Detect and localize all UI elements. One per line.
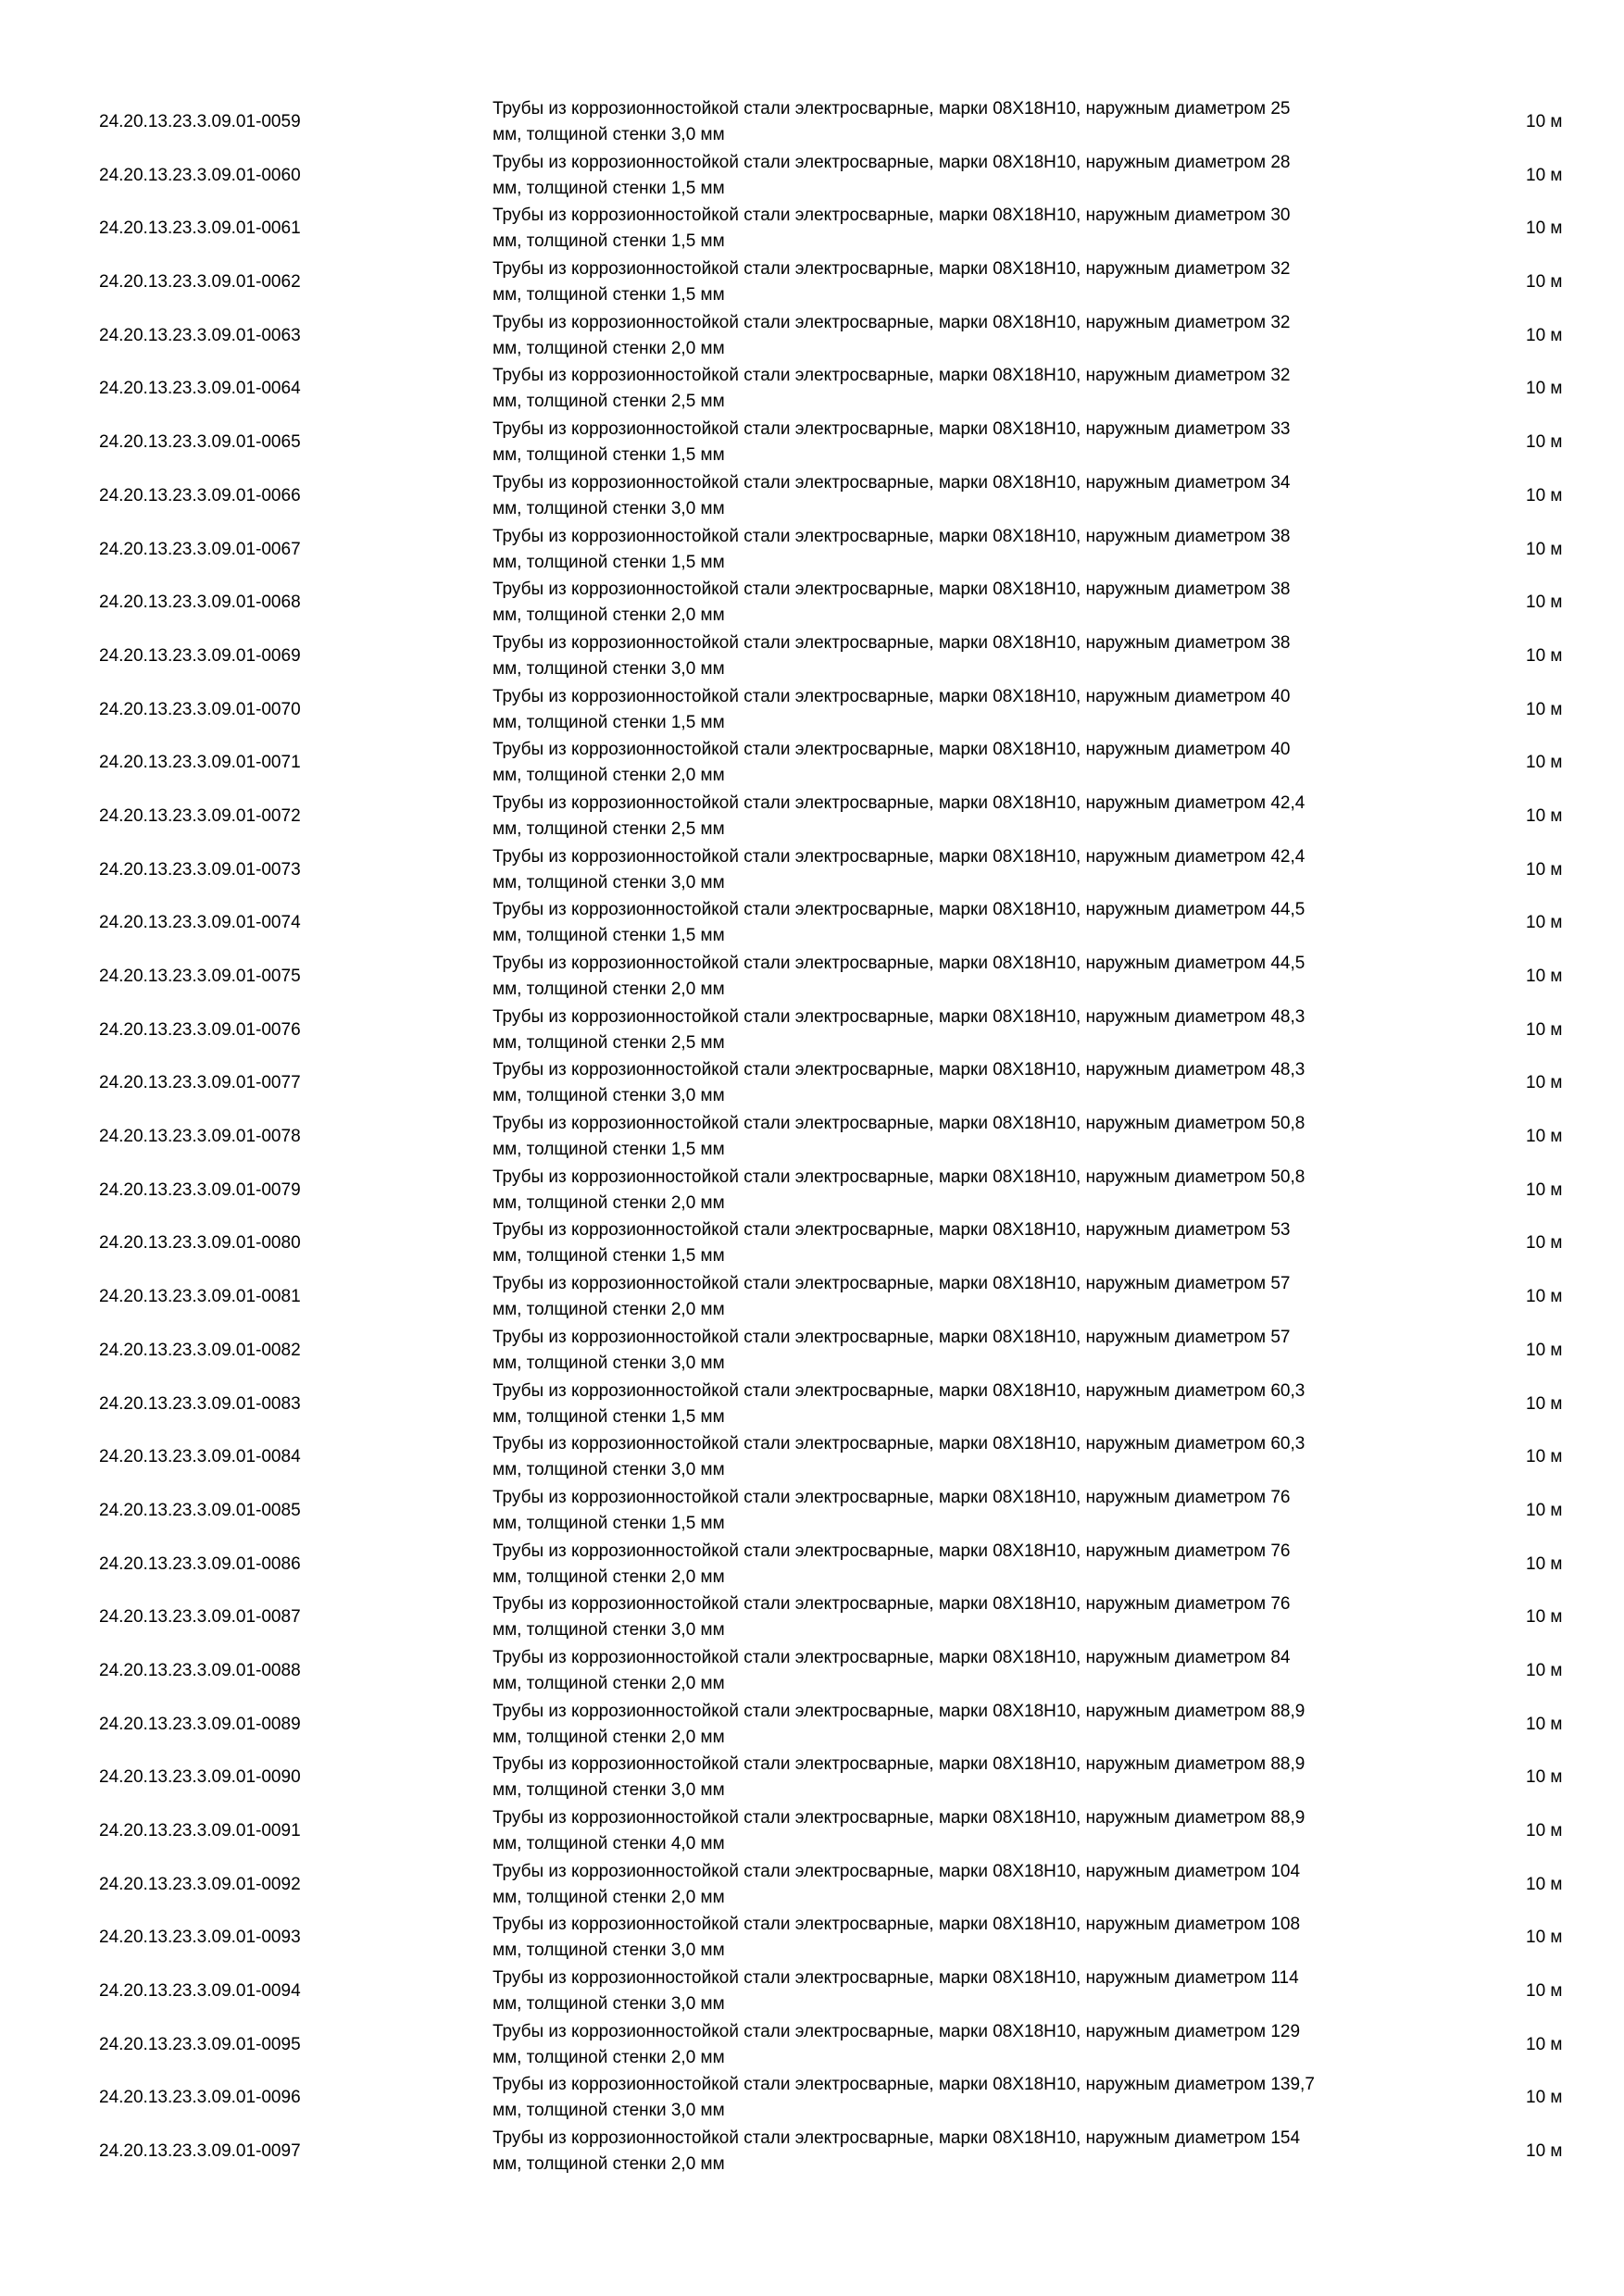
table-row xyxy=(0,1965,1624,2019)
resource-name-line-1: Трубы из коррозионностойкой стали электросварные, марки 08Х18Н10, наружным диаметром 38 xyxy=(493,580,1291,600)
resource-name-line-1: Трубы из коррозионностойкой стали электросварные, марки 08Х18Н10, наружным диаметром 139,7 xyxy=(493,2075,1315,2095)
unit-of-measure: 10 м xyxy=(1526,2141,1563,2162)
resource-code: 24.20.13.23.3.09.01-0087 xyxy=(99,1607,301,1628)
resource-code: 24.20.13.23.3.09.01-0067 xyxy=(99,539,301,559)
resource-code: 24.20.13.23.3.09.01-0095 xyxy=(99,2034,301,2054)
resource-code: 24.20.13.23.3.09.01-0071 xyxy=(99,753,301,773)
resource-name-line-1: Трубы из коррозионностойкой стали электросварные, марки 08Х18Н10, наружным диаметром 88,9 xyxy=(493,1701,1305,1721)
resource-name xyxy=(493,897,1465,949)
resource-name-line-2: мм, толщиной стенки 2,0 мм xyxy=(493,1300,725,1320)
resource-name-line-1: Трубы из коррозионностойкой стали электросварные, марки 08Х18Н10, наружным диаметром 42,4 xyxy=(493,846,1305,867)
table-row xyxy=(0,470,1624,524)
resource-name xyxy=(493,96,1465,148)
resource-code: 24.20.13.23.3.09.01-0083 xyxy=(99,1393,301,1414)
resource-name-line-1: Трубы из коррозионностойкой стали электросварные, марки 08Х18Н10, наружным диаметром 50,8 xyxy=(493,1167,1305,1187)
resource-name xyxy=(493,2019,1465,2071)
table-row xyxy=(0,1431,1624,1485)
unit-of-measure: 10 м xyxy=(1526,1019,1563,1040)
resource-name-line-1: Трубы из коррозионностойкой стали электросварные, марки 08Х18Н10, наружным диаметром 84 xyxy=(493,1647,1291,1667)
table-row xyxy=(0,1912,1624,1965)
resource-code: 24.20.13.23.3.09.01-0081 xyxy=(99,1287,301,1307)
resource-name xyxy=(493,1325,1465,1377)
resource-code: 24.20.13.23.3.09.01-0060 xyxy=(99,165,301,185)
resource-name-line-2: мм, толщиной стенки 1,5 мм xyxy=(493,1513,725,1533)
resource-name-line-2: мм, толщиной стенки 2,0 мм xyxy=(493,980,725,999)
table-row xyxy=(0,844,1624,898)
resource-name-line-1: Трубы из коррозионностойкой стали электросварные, марки 08Х18Н10, наружным диаметром 42,4 xyxy=(493,792,1305,813)
unit-of-measure: 10 м xyxy=(1526,1127,1563,1147)
resource-name-line-2: мм, толщиной стенки 3,0 мм xyxy=(493,872,725,892)
resource-code: 24.20.13.23.3.09.01-0082 xyxy=(99,1340,301,1360)
resource-name-line-1: Трубы из коррозионностойкой стали электросварные, марки 08Х18Н10, наружным диаметром 104 xyxy=(493,1861,1301,1881)
unit-of-measure: 10 м xyxy=(1526,1660,1563,1680)
resource-name xyxy=(493,1699,1465,1751)
resource-name xyxy=(493,1965,1465,2017)
resource-name xyxy=(493,684,1465,736)
unit-of-measure: 10 м xyxy=(1526,1340,1563,1360)
resource-name-line-2: мм, толщиной стенки 2,0 мм xyxy=(493,605,725,626)
resource-name-line-2: мм, толщиной стенки 1,5 мм xyxy=(493,285,725,306)
unit-of-measure: 10 м xyxy=(1526,805,1563,826)
resource-name-line-2: мм, толщиной стенки 4,0 мм xyxy=(493,1834,725,1853)
unit-of-measure: 10 м xyxy=(1526,325,1563,345)
unit-of-measure: 10 м xyxy=(1526,485,1563,505)
resource-name xyxy=(493,1111,1465,1163)
resource-code: 24.20.13.23.3.09.01-0094 xyxy=(99,1981,301,2002)
table-row xyxy=(0,96,1624,150)
resource-name-line-1: Трубы из коррозионностойкой стали электросварные, марки 08Х18Н10, наружным диаметром 108 xyxy=(493,1915,1301,1935)
resource-name-line-1: Трубы из коррозионностойкой стали электросварные, марки 08Х18Н10, наружным диаметром 60,3 xyxy=(493,1380,1305,1401)
resource-code: 24.20.13.23.3.09.01-0065 xyxy=(99,432,301,453)
unit-of-measure: 10 м xyxy=(1526,1073,1563,1093)
resource-code: 24.20.13.23.3.09.01-0077 xyxy=(99,1073,301,1093)
unit-of-measure: 10 м xyxy=(1526,272,1563,293)
resource-name-line-1: Трубы из коррозионностойкой стали электросварные, марки 08Х18Н10, наружным диаметром 34 xyxy=(493,472,1291,493)
table-row xyxy=(0,951,1624,1004)
resource-name xyxy=(493,1379,1465,1430)
unit-of-measure: 10 м xyxy=(1526,1393,1563,1414)
resource-name-line-2: мм, толщиной стенки 1,5 мм xyxy=(493,712,725,732)
resource-code: 24.20.13.23.3.09.01-0088 xyxy=(99,1660,301,1680)
resource-name-line-1: Трубы из коррозионностойкой стали электросварные, марки 08Х18Н10, наружным диаметром 76 xyxy=(493,1594,1291,1615)
unit-of-measure: 10 м xyxy=(1526,218,1563,239)
resource-name-line-1: Трубы из коррозионностойкой стали электросварные, марки 08Х18Н10, наружным диаметром 53 xyxy=(493,1220,1291,1241)
resource-name-line-1: Трубы из коррозионностойкой стали электросварные, марки 08Х18Н10, наружным диаметром 154 xyxy=(493,2128,1301,2149)
table-row xyxy=(0,577,1624,630)
unit-of-measure: 10 м xyxy=(1526,1607,1563,1628)
resource-code: 24.20.13.23.3.09.01-0096 xyxy=(99,2088,301,2108)
resource-name-line-2: мм, толщиной стенки 3,0 мм xyxy=(493,2101,725,2121)
resource-name-line-1: Трубы из коррозионностойкой стали электросварные, марки 08Х18Н10, наружным диаметром 38 xyxy=(493,632,1291,653)
resource-name xyxy=(493,470,1465,522)
resource-name-line-1: Трубы из коррозионностойкой стали электросварные, марки 08Х18Н10, наружным диаметром 50,8 xyxy=(493,1114,1305,1134)
resource-code: 24.20.13.23.3.09.01-0062 xyxy=(99,272,301,293)
resource-name-line-1: Трубы из коррозионностойкой стали электросварные, марки 08Х18Н10, наружным диаметром 60,3 xyxy=(493,1434,1305,1454)
resource-code: 24.20.13.23.3.09.01-0064 xyxy=(99,379,301,399)
resource-name-line-2: мм, толщиной стенки 1,5 мм xyxy=(493,1406,725,1427)
resource-name-line-2: мм, толщиной стенки 2,0 мм xyxy=(493,338,725,358)
table-row xyxy=(0,1165,1624,1218)
resource-code: 24.20.13.23.3.09.01-0070 xyxy=(99,699,301,719)
resource-name xyxy=(493,1217,1465,1269)
resource-name-line-1: Трубы из коррозионностойкой стали электросварные, марки 08Х18Н10, наружным диаметром 30 xyxy=(493,206,1291,226)
resource-code: 24.20.13.23.3.09.01-0086 xyxy=(99,1554,301,1574)
resource-name-line-2: мм, толщиной стенки 3,0 мм xyxy=(493,125,725,144)
resource-name-line-1: Трубы из коррозионностойкой стали электросварные, марки 08Х18Н10, наружным диаметром 32 xyxy=(493,312,1291,332)
resource-name xyxy=(493,1431,1465,1483)
resource-code: 24.20.13.23.3.09.01-0075 xyxy=(99,967,301,986)
unit-of-measure: 10 м xyxy=(1526,379,1563,399)
resource-code: 24.20.13.23.3.09.01-0073 xyxy=(99,859,301,880)
resource-name-line-1: Трубы из коррозионностойкой стали электросварные, марки 08Х18Н10, наружным диаметром 76 xyxy=(493,1541,1291,1561)
resource-name-line-1: Трубы из коррозионностойкой стали электросварные, марки 08Х18Н10, наружным диаметром 129 xyxy=(493,2021,1301,2041)
unit-of-measure: 10 м xyxy=(1526,1554,1563,1574)
resource-name xyxy=(493,1591,1465,1643)
resource-name xyxy=(493,1271,1465,1323)
resource-name-line-1: Трубы из коррозионностойкой стали электросварные, марки 08Х18Н10, наружным диаметром 25 xyxy=(493,99,1291,119)
resource-name xyxy=(493,2126,1465,2177)
table-row xyxy=(0,791,1624,844)
resource-name xyxy=(493,1912,1465,1964)
resource-name-line-2: мм, толщиной стенки 3,0 мм xyxy=(493,1780,725,1801)
resource-name-line-2: мм, толщиной стенки 2,0 мм xyxy=(493,2154,725,2175)
resource-code: 24.20.13.23.3.09.01-0078 xyxy=(99,1127,301,1147)
table-row xyxy=(0,897,1624,951)
unit-of-measure: 10 м xyxy=(1526,967,1563,986)
resource-name-line-1: Трубы из коррозионностойкой стали электросварные, марки 08Х18Н10, наружным диаметром 28 xyxy=(493,152,1291,172)
resource-name-line-2: мм, толщиной стенки 2,5 мм xyxy=(493,1032,725,1053)
table-row xyxy=(0,630,1624,684)
resource-name-line-2: мм, толщиной стенки 1,5 мм xyxy=(493,1246,725,1267)
resource-name xyxy=(493,577,1465,629)
resource-name-line-2: мм, толщиной стенки 1,5 мм xyxy=(493,178,725,198)
resource-name-line-1: Трубы из коррозионностойкой стали электросварные, марки 08Х18Н10, наружным диаметром 76 xyxy=(493,1487,1291,1507)
resource-code: 24.20.13.23.3.09.01-0080 xyxy=(99,1233,301,1254)
resource-name-line-1: Трубы из коррозионностойкой стали электросварные, марки 08Х18Н10, наружным диаметром 88,9 xyxy=(493,1808,1305,1828)
unit-of-measure: 10 м xyxy=(1526,645,1563,666)
resource-name xyxy=(493,310,1465,362)
table-row xyxy=(0,1325,1624,1379)
resource-code: 24.20.13.23.3.09.01-0069 xyxy=(99,645,301,666)
resource-name xyxy=(493,1004,1465,1056)
unit-of-measure: 10 м xyxy=(1526,2034,1563,2054)
unit-of-measure: 10 м xyxy=(1526,539,1563,559)
table-row xyxy=(0,1004,1624,1058)
resource-code: 24.20.13.23.3.09.01-0061 xyxy=(99,218,301,239)
resource-name-line-2: мм, толщиной стенки 3,0 мм xyxy=(493,1460,725,1480)
resource-name-line-2: мм, толщиной стенки 3,0 мм xyxy=(493,1994,725,2015)
resource-name-line-1: Трубы из коррозионностойкой стали электросварные, марки 08Х18Н10, наружным диаметром 57 xyxy=(493,1274,1291,1294)
unit-of-measure: 10 м xyxy=(1526,753,1563,773)
table-row xyxy=(0,256,1624,310)
table-row xyxy=(0,203,1624,256)
resource-name xyxy=(493,524,1465,576)
resource-name-line-2: мм, толщиной стенки 3,0 мм xyxy=(493,1940,725,1961)
unit-of-measure: 10 м xyxy=(1526,2088,1563,2108)
resource-name xyxy=(493,256,1465,308)
unit-of-measure: 10 м xyxy=(1526,913,1563,933)
resource-name xyxy=(493,2072,1465,2124)
resource-name xyxy=(493,1752,1465,1803)
unit-of-measure: 10 м xyxy=(1526,432,1563,453)
resource-name-line-1: Трубы из коррозионностойкой стали электросварные, марки 08Х18Н10, наружным диаметром 48,3 xyxy=(493,1060,1305,1080)
table-row xyxy=(0,1379,1624,1432)
resource-name xyxy=(493,363,1465,415)
resource-name xyxy=(493,1805,1465,1857)
resource-name xyxy=(493,951,1465,1003)
resource-name xyxy=(493,417,1465,468)
unit-of-measure: 10 м xyxy=(1526,1714,1563,1734)
resource-code: 24.20.13.23.3.09.01-0074 xyxy=(99,913,301,933)
unit-of-measure: 10 м xyxy=(1526,699,1563,719)
resource-name-line-2: мм, толщиной стенки 1,5 мм xyxy=(493,231,725,252)
resource-name-line-2: мм, толщиной стенки 2,0 мм xyxy=(493,1192,725,1213)
resource-name-line-2: мм, толщиной стенки 2,0 мм xyxy=(493,766,725,786)
resource-name-line-2: мм, толщиной стенки 2,0 мм xyxy=(493,1673,725,1693)
unit-of-measure: 10 м xyxy=(1526,1874,1563,1894)
resource-name-line-1: Трубы из коррозионностойкой стали электросварные, марки 08Х18Н10, наружным диаметром 32 xyxy=(493,259,1291,280)
table-row xyxy=(0,417,1624,470)
resource-name-line-2: мм, толщиной стенки 2,0 мм xyxy=(493,2047,725,2067)
resource-name-line-2: мм, толщиной стенки 2,5 мм xyxy=(493,392,725,412)
resource-name-line-1: Трубы из коррозионностойкой стали электросварные, марки 08Х18Н10, наружным диаметром 32 xyxy=(493,366,1291,386)
table-row xyxy=(0,310,1624,364)
resource-code: 24.20.13.23.3.09.01-0097 xyxy=(99,2141,301,2162)
resource-code: 24.20.13.23.3.09.01-0068 xyxy=(99,593,301,613)
resource-code: 24.20.13.23.3.09.01-0085 xyxy=(99,1500,301,1520)
table-row xyxy=(0,737,1624,791)
resource-code: 24.20.13.23.3.09.01-0091 xyxy=(99,1821,301,1841)
resource-name-line-2: мм, толщиной стенки 1,5 мм xyxy=(493,1140,725,1160)
table-row xyxy=(0,1271,1624,1325)
resource-name xyxy=(493,1057,1465,1109)
resource-name-line-1: Трубы из коррозионностойкой стали электросварные, марки 08Х18Н10, наружным диаметром 57 xyxy=(493,1327,1291,1347)
unit-of-measure: 10 м xyxy=(1526,112,1563,131)
resource-name-line-1: Трубы из коррозионностойкой стали электросварные, марки 08Х18Н10, наружным диаметром 44,5 xyxy=(493,954,1305,973)
resource-list xyxy=(0,96,1624,2179)
resource-name xyxy=(493,1485,1465,1537)
unit-of-measure: 10 м xyxy=(1526,1287,1563,1307)
resource-name-line-1: Трубы из коррозионностойкой стали электросварные, марки 08Х18Н10, наружным диаметром 38 xyxy=(493,526,1291,546)
table-row xyxy=(0,1111,1624,1165)
resource-name-line-1: Трубы из коррозионностойкой стали электросварные, марки 08Х18Н10, наружным диаметром 40 xyxy=(493,686,1291,706)
resource-code: 24.20.13.23.3.09.01-0066 xyxy=(99,485,301,505)
resource-name xyxy=(493,791,1465,842)
resource-name xyxy=(493,737,1465,789)
resource-code: 24.20.13.23.3.09.01-0063 xyxy=(99,325,301,345)
resource-code: 24.20.13.23.3.09.01-0093 xyxy=(99,1928,301,1948)
resource-code: 24.20.13.23.3.09.01-0079 xyxy=(99,1179,301,1200)
unit-of-measure: 10 м xyxy=(1526,1447,1563,1467)
resource-name xyxy=(493,1539,1465,1591)
unit-of-measure: 10 м xyxy=(1526,1928,1563,1948)
table-row xyxy=(0,1057,1624,1111)
resource-name-line-2: мм, толщиной стенки 2,5 мм xyxy=(493,818,725,839)
resource-code: 24.20.13.23.3.09.01-0084 xyxy=(99,1447,301,1467)
resource-name xyxy=(493,630,1465,682)
resource-name-line-2: мм, толщиной стенки 2,0 мм xyxy=(493,1887,725,1907)
unit-of-measure: 10 м xyxy=(1526,1821,1563,1841)
table-row xyxy=(0,1539,1624,1592)
table-row xyxy=(0,1591,1624,1645)
resource-name-line-1: Трубы из коррозионностойкой стали электросварные, марки 08Х18Н10, наружным диаметром 40 xyxy=(493,740,1291,760)
resource-name-line-1: Трубы из коррозионностойкой стали электросварные, марки 08Х18Н10, наружным диаметром 33 xyxy=(493,419,1291,440)
resource-name-line-1: Трубы из коррозионностойкой стали электросварные, марки 08Х18Н10, наружным диаметром 48,3 xyxy=(493,1006,1305,1027)
resource-code: 24.20.13.23.3.09.01-0092 xyxy=(99,1874,301,1894)
resource-name-line-2: мм, толщиной стенки 1,5 мм xyxy=(493,926,725,946)
resource-name-line-2: мм, толщиной стенки 3,0 мм xyxy=(493,498,725,518)
unit-of-measure: 10 м xyxy=(1526,165,1563,185)
unit-of-measure: 10 м xyxy=(1526,593,1563,613)
table-row xyxy=(0,1752,1624,1805)
resource-name-line-2: мм, толщиной стенки 3,0 мм xyxy=(493,658,725,679)
unit-of-measure: 10 м xyxy=(1526,1179,1563,1200)
resource-code: 24.20.13.23.3.09.01-0076 xyxy=(99,1019,301,1040)
resource-name xyxy=(493,203,1465,255)
resource-name-line-1: Трубы из коррозионностойкой стали электросварные, марки 08Х18Н10, наружным диаметром 114 xyxy=(493,1968,1299,1989)
table-row xyxy=(0,2072,1624,2126)
table-row xyxy=(0,1485,1624,1539)
resource-name xyxy=(493,1645,1465,1697)
unit-of-measure: 10 м xyxy=(1526,1981,1563,2002)
resource-name-line-2: мм, толщиной стенки 3,0 мм xyxy=(493,1353,725,1373)
table-row xyxy=(0,1645,1624,1699)
table-row xyxy=(0,1859,1624,1913)
resource-name-line-2: мм, толщиной стенки 2,0 мм xyxy=(493,1566,725,1587)
resource-name-line-2: мм, толщиной стенки 1,5 мм xyxy=(493,445,725,466)
resource-name xyxy=(493,1859,1465,1911)
table-row xyxy=(0,2126,1624,2179)
resource-name-line-2: мм, толщиной стенки 2,0 мм xyxy=(493,1727,725,1747)
resource-code: 24.20.13.23.3.09.01-0090 xyxy=(99,1767,301,1788)
table-row xyxy=(0,1699,1624,1753)
resource-code: 24.20.13.23.3.09.01-0072 xyxy=(99,805,301,826)
table-row xyxy=(0,2019,1624,2073)
table-row xyxy=(0,150,1624,204)
table-row xyxy=(0,684,1624,738)
resource-name-line-1: Трубы из коррозионностойкой стали электросварные, марки 08Х18Н10, наружным диаметром 88,9 xyxy=(493,1754,1305,1775)
unit-of-measure: 10 м xyxy=(1526,859,1563,880)
resource-name xyxy=(493,1165,1465,1217)
table-row xyxy=(0,524,1624,578)
unit-of-measure: 10 м xyxy=(1526,1767,1563,1788)
table-row xyxy=(0,363,1624,417)
unit-of-measure: 10 м xyxy=(1526,1500,1563,1520)
unit-of-measure: 10 м xyxy=(1526,1233,1563,1254)
table-row xyxy=(0,1805,1624,1859)
resource-name xyxy=(493,844,1465,896)
resource-name-line-2: мм, толщиной стенки 3,0 мм xyxy=(493,1620,725,1641)
resource-name-line-2: мм, толщиной стенки 1,5 мм xyxy=(493,552,725,572)
table-row xyxy=(0,1217,1624,1271)
resource-code: 24.20.13.23.3.09.01-0059 xyxy=(99,112,301,131)
resource-name xyxy=(493,150,1465,202)
resource-name-line-2: мм, толщиной стенки 3,0 мм xyxy=(493,1086,725,1106)
resource-code: 24.20.13.23.3.09.01-0089 xyxy=(99,1714,301,1734)
resource-name-line-1: Трубы из коррозионностойкой стали электросварные, марки 08Х18Н10, наружным диаметром 44,5 xyxy=(493,900,1305,920)
